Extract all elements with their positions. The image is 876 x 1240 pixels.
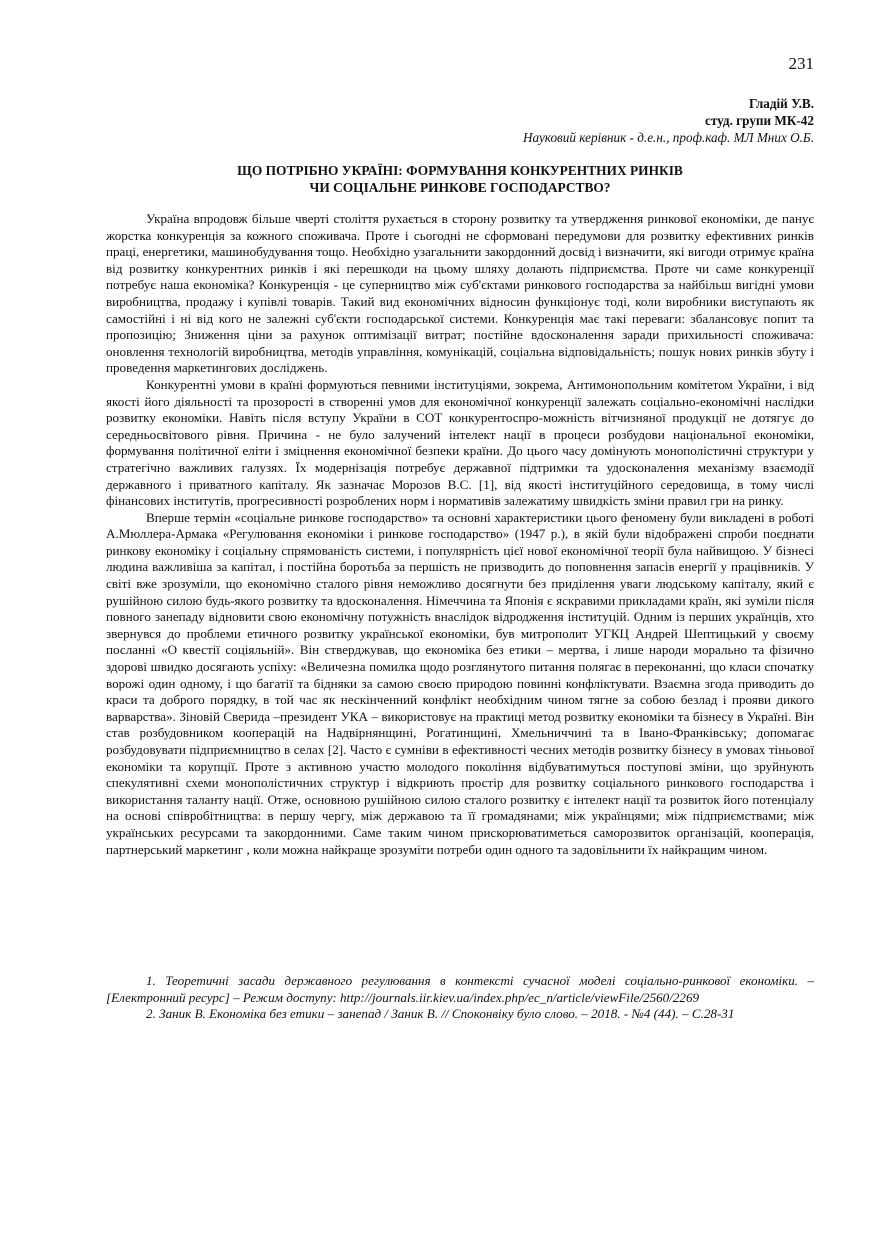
article-body <box>106 211 814 858</box>
author-name: Гладій У.В. <box>748 96 814 111</box>
references-list <box>106 973 814 1023</box>
page-number: 231 <box>788 54 814 73</box>
supervisor-line: Науковий керівник - д.е.н., проф.каф. МЛ Мних О.Б. <box>523 130 814 145</box>
paragraph-1: Україна впродовж більше чверті століття рухається в сторону розвитку та утвердження ринкової економіки, де панує жорстка конкуренція за кожного споживача. Проте і сьогодні не сформовані передумови для розвитку ефективних ринків праці, енергетики, машинобудування тощо. Необхідно узагальнити закордонний досвід і визначити, які вигоди отримує країна від розвитку конкурентних ринків і які перешкоди на цьому шляху долають підприємства. Проте чи саме конкуренції потребує наша економіка? Конкуренція - це суперництво між суб'єктами ринкового господарства за найбільш вигідні умови виробництва, продажу і купівлі товарів. Такий вид економічних відносин функціонує тоді, коли виробники виступають як самостійні і ні від кого не залежні суб'єкти господарської системи. Конкуренція має такі переваги: збалансовує попит та пропозицію; Зниження ціни за рахунок оптимізації витрат; постійне вдосконалення заради прихильності споживача: оновлення технологій виробництва, методів управління, комунікацій, соціальна відповідальність; пошук нових ринків збуту і проведення маркетингових досліджень. <box>106 211 814 376</box>
title-line-2: ЧИ СОЦІАЛЬНЕ РИНКОВЕ ГОСПОДАРСТВО? <box>309 179 611 195</box>
paragraph-2: Конкурентні умови в країні формуються певними інституціями, зокрема, Антимонопольним комітетом України, і від якості його діяльності та прозорості в створенні умов для економічної конкуренції залежать соціально-економічні наслідки розвитку економіки. Навіть після вступу України в СОТ конкурентоспро-можність вітчизняної продукції не дотягує до середньосвітового рівня. Причина - не було залучений інтелект нації в процеси розбудови національної економіки, формування політичної еліти і зміцнення економічної безпеки країни. До цього часу домінують монополістичні структури у стратегічно важливих галузях. Їх модернізація потребує державної підтримки та удосконалення механізму взаємодії державного і приватного капіталу. Як зазначає Морозов В.С. [1], від якості інституційного середовища, в тому числі фінансових інститутів, прогресивності розроблених норм і нормативів залежатиму швидкість зміни правил гри на ринку. <box>106 376 814 509</box>
article-title <box>100 163 820 196</box>
reference-2: 2. Заник В. Економіка без етики – занепад / Заник В. // Споконвіку було слово. – 2018. - №4 (44). – С.28-31 <box>146 1006 735 1022</box>
author-group: студ. групи МК-42 <box>704 113 814 128</box>
title-line-1: ЩО ПОТРІБНО УКРАЇНІ: ФОРМУВАННЯ КОНКУРЕНТНИХ РИНКІВ <box>237 163 683 178</box>
paragraph-3: Вперше термін «соціальне ринкове господарство» та основні характеристики цього феномену були викладені в роботі А.Мюллера-Армака «Регулювання економіки і ринкове господарство» (1947 р.), в якій були відображені спроби поєднати ринкову економіку і соціальну спрямованість системи, і популярність цієї нової економічної теорії була найвищою. У бізнесі людина важливіша за капітал, і постійна боротьба за першість не призводить до поповнення запасів енергії у працівників. У світі вже зрозуміли, що економічно сталого рівня неможливо досягнути без приділення уваги людському капіталу, який є рушійною силою будь-якого розвитку та вдосконалення. Німеччина та Японія є яскравими прикладами країн, які зуміли після повного занепаду відновити свою економічну потужність внаслідок відродження інституцій. Одним із перших українців, хто звернувся до проблеми етичного розвитку української економіки, був митрополит УГКЦ Андрей Шептицький у своєму посланні «О квестії соціяльній». Він стверджував, що економіка без етики – мертва, і лише народи морально та фізично здорові швидко досягають успіху: «Величезна помилка щодо розглянутого питання полягає в переконанні, що класи спочатку ворожі один одному, і що багатії та бідняки за самою своєю природою повинні конфліктувати. Взаємна згода приводить до краси та доброго порядку, в той час як нескінченний конфлікт необхідним чином тягне за собою безлад і прояви дикого варварства». Зіновій Сверида –президент УКА – використовує на практиці метод розвитку економіки та бізнесу в Україні. Він став розбудовником кооперацій на Надвірнянщині, Рогатинщині, Хмельниччині та в Івано-Франківську; допомагає розбудовувати підприємництво в селах [2]. Часто є сумніви в ефективності чесних методів розвитку бізнесу в умовах тіньової економіки та корупції. Проте з активною участю молодого покоління відбуватимуться поступові зміни, що зруйнують спекулятивні схеми монополістичних структур і відкриють простір для розвитку соціального ринкового господарства і використання таланту нації. Отже, основною рушійною силою сталого розвитку є інтелект нації та розвиток його потенціалу на основі співробітництва: в першу чергу, між державою та її громадянами; між українцями; між підприємствами; між українських ресурсами та закордонними. Саме таким чином прискорюватиметься саморозвиток організацій, кооперація, партнерський маркетинг , коли можна найкраще зрозуміти потреби один одного та задовільнити їх найкращим чином. <box>106 509 814 857</box>
author-block <box>523 95 814 146</box>
reference-1: 1. Теоретичні засади державного регулювання в контексті сучасної моделі соціально-ринкової економіки. – [Електронний ресурс] – Режим доступу: http://journals.iir.kiev.ua/index.php/ec_n/article/viewFile/2560/2269 <box>106 973 814 1005</box>
